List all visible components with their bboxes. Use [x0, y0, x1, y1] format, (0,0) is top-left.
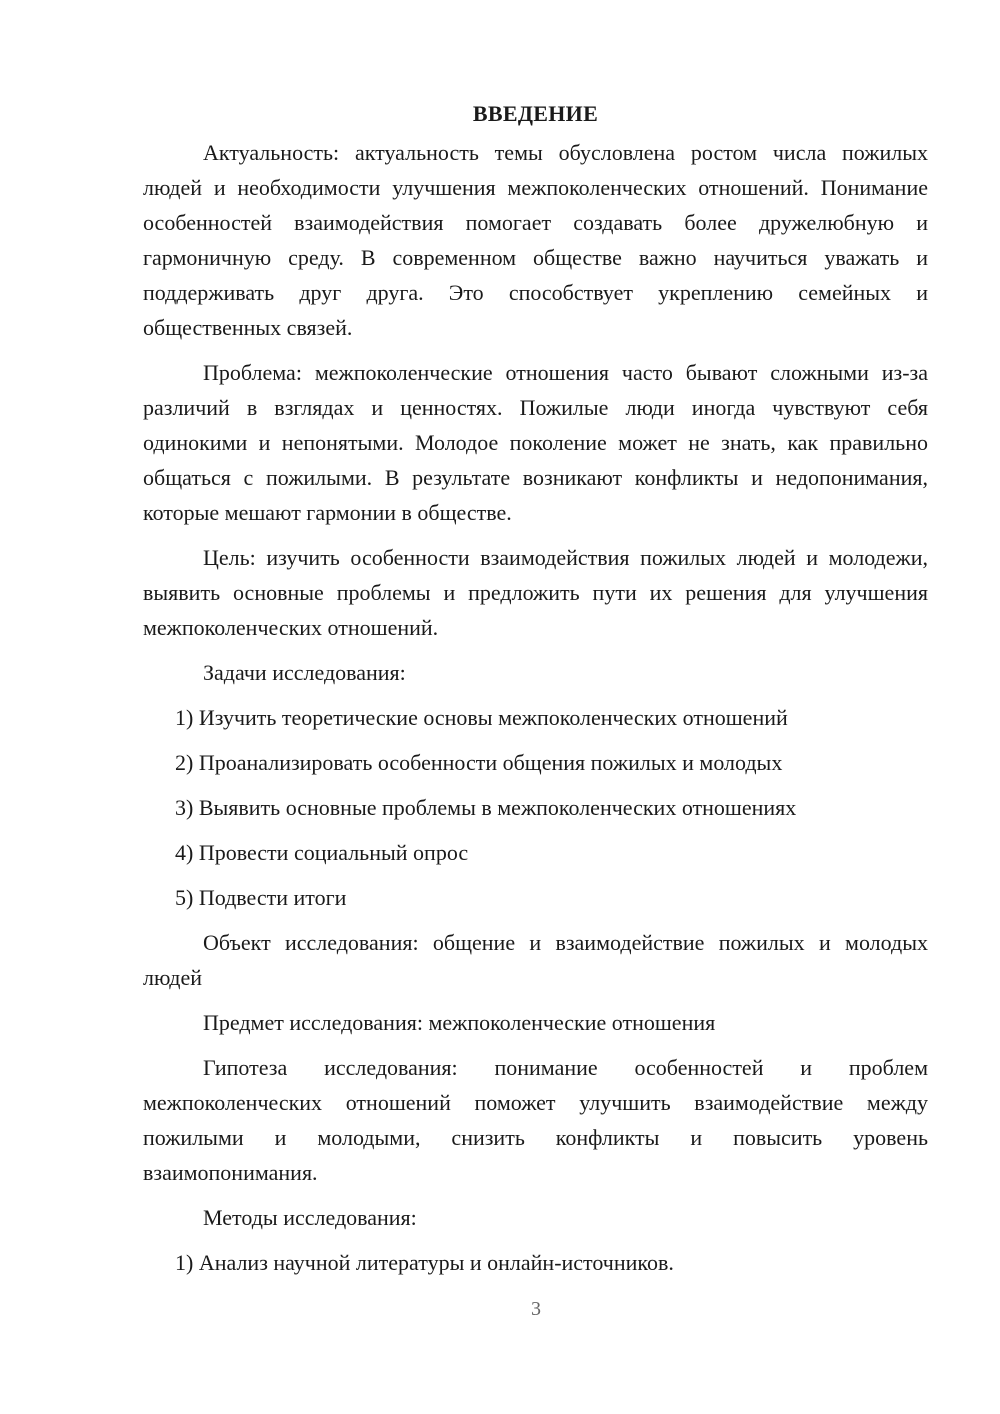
methods-heading: Методы исследования:: [203, 1205, 417, 1230]
list-item: 3) Выявить основные проблемы в межпоколенческих отношениях: [175, 795, 797, 820]
list-item: 1) Анализ научной литературы и онлайн-источников.: [175, 1250, 674, 1275]
goal-paragraph: Цель: изучить особенности взаимодействия пожилых людей и молодежи, выявить основные проблемы и предложить пути их решения для улучшения межпоколенческих отношений.: [143, 545, 928, 640]
list-item: 4) Провести социальный опрос: [175, 840, 469, 865]
methods-list: [143, 1245, 928, 1280]
tasks-list: [143, 700, 928, 915]
problem-paragraph: Проблема: межпоколенческие отношения часто бывают сложными из-за различий в взглядах и ценностях. Пожилые люди иногда чувствуют себя одинокими и непонятыми. Молодое поколение может не знать, как правильно общаться с пожилыми. В результате возникают конфликты и недопонимания, которые мешают гармонии в обществе.: [143, 360, 928, 525]
relevance-paragraph: Актуальность: актуальность темы обусловлена ростом числа пожилых людей и необходимости улучшения межпоколенческих отношений. Понимание особенностей взаимодействия помогает создавать более дружелюбную и гармоничную среду. В современном обществе важно научиться уважать и поддерживать друг друга. Это способствует укреплению семейных и общественных связей.: [143, 140, 928, 340]
section-title: ВВЕДЕНИЕ: [472, 101, 599, 126]
object-paragraph: Объект исследования: общение и взаимодействие пожилых и молодых людей: [143, 930, 928, 990]
list-item: 1) Изучить теоретические основы межпоколенческих отношений: [175, 705, 788, 730]
list-item: 2) Проанализировать особенности общения пожилых и молодых: [175, 750, 783, 775]
hypothesis-paragraph: Гипотеза исследования: понимание особенностей и проблем межпоколенческих отношений поможет улучшить взаимодействие между пожилыми и молодыми, снизить конфликты и повысить уровень взаимопонимания.: [143, 1055, 928, 1185]
page-number: 3: [531, 1298, 541, 1320]
document-page: [143, 96, 928, 1290]
list-item: 5) Подвести итоги: [175, 885, 347, 910]
tasks-heading: Задачи исследования:: [203, 660, 406, 685]
subject-paragraph: Предмет исследования: межпоколенческие отношения: [203, 1010, 716, 1035]
